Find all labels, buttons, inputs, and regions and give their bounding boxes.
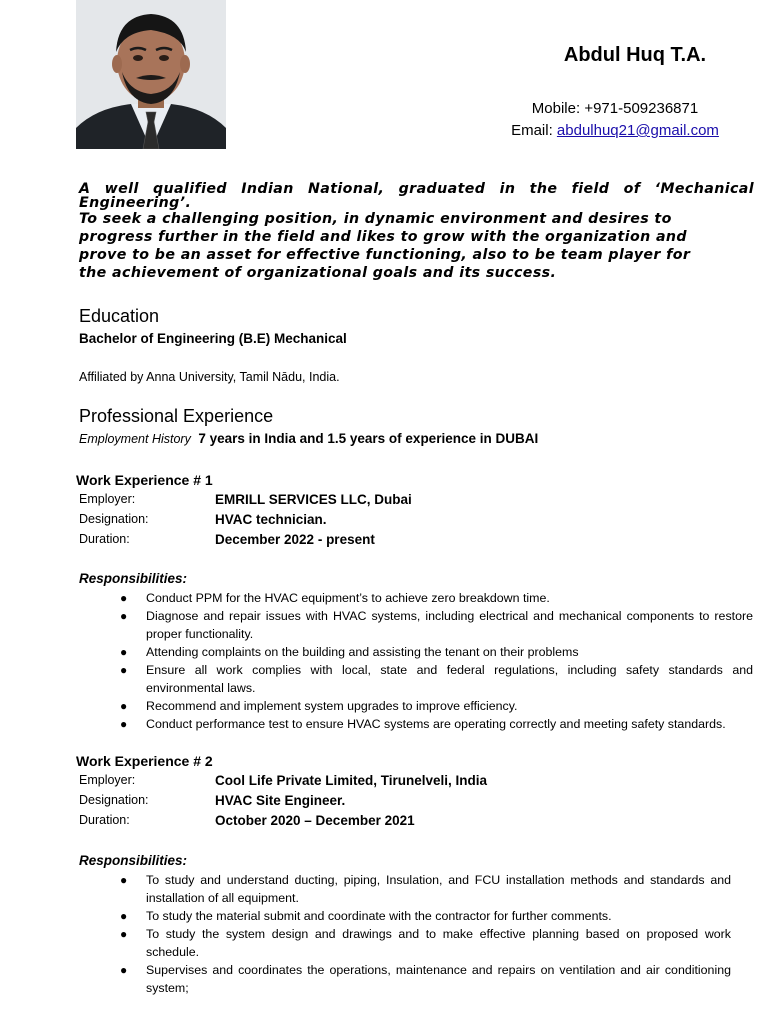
list-item: [120, 697, 753, 715]
work1-responsibilities-heading: Responsibilities:: [79, 571, 188, 586]
list-item-text: To study and understand ducting, piping, Insulation, and FCU installation methods and standards and installation of all equipment.: [146, 873, 731, 905]
bullet-icon: ●: [120, 591, 128, 605]
employer-label: Employer:: [79, 492, 136, 506]
bullet-icon: ●: [120, 873, 128, 887]
list-item: [120, 961, 731, 997]
bullet-icon: ●: [120, 717, 128, 731]
list-item: [120, 643, 753, 661]
employment-history: [79, 431, 538, 446]
list-item-text: To study the system design and drawings and to make effective planning based on proposed work schedule.: [146, 927, 731, 959]
profile-photo: [76, 0, 226, 149]
duration-value: December 2022 - present: [215, 532, 375, 547]
list-item-text: Diagnose and repair issues with HVAC systems, including electrical and mechanical components to restore proper functionality.: [146, 609, 753, 641]
designation-value: HVAC Site Engineer.: [215, 793, 346, 808]
list-item: [120, 715, 753, 733]
work2-responsibilities-heading: Responsibilities:: [79, 853, 188, 868]
work2-designation-row: [79, 793, 759, 813]
work1-responsibilities-list: [120, 589, 753, 733]
career-objective: [79, 182, 754, 282]
list-item-text: Conduct performance test to ensure HVAC systems are operating correctly and meeting safety standards.: [146, 717, 726, 731]
email-link[interactable]: abdulhuq21@gmail.com: [556, 122, 719, 139]
work-experience-2-heading: Work Experience # 2: [76, 753, 213, 769]
email-line: [470, 122, 760, 139]
work2-duration-row: [79, 813, 759, 833]
mobile-line: [470, 100, 760, 117]
list-item-text: Recommend and implement system upgrades to improve efficiency.: [146, 699, 518, 713]
employer-value: Cool Life Private Limited, Tirunelveli, India: [215, 773, 488, 788]
employment-history-value: 7 years in India and 1.5 years of experience in DUBAI: [198, 431, 539, 446]
duration-label: Duration:: [79, 532, 130, 546]
person-portrait-icon: [76, 0, 226, 149]
email-label: Email:: [511, 122, 557, 139]
list-item: [120, 607, 753, 643]
bullet-icon: ●: [120, 663, 128, 677]
list-item-text: Ensure all work complies with local, state and federal regulations, including safety standards and environmental laws.: [146, 663, 753, 695]
bullet-icon: ●: [120, 963, 128, 977]
bullet-icon: ●: [120, 699, 128, 713]
experience-heading: Professional Experience: [79, 406, 274, 426]
work2-responsibilities-list: [120, 871, 731, 997]
objective-line-2: To seek a challenging position, in dynamic environment and desires to: [79, 211, 672, 227]
list-item: [120, 589, 753, 607]
mobile-label: Mobile:: [531, 100, 585, 117]
work1-duration-row: [79, 532, 759, 552]
affiliation: Affiliated by Anna University, Tamil Nādu, India.: [79, 370, 340, 384]
list-item: [120, 925, 731, 961]
work-experience-1-heading: Work Experience # 1: [76, 472, 213, 488]
list-item-text: Attending complaints on the building and assisting the tenant on their problems: [146, 645, 579, 659]
work1-employer-row: [79, 492, 759, 512]
list-item-text: Conduct PPM for the HVAC equipment’s to achieve zero breakdown time.: [146, 591, 550, 605]
candidate-name: Abdul Huq T.A.: [563, 44, 707, 66]
mobile-number: +971-509236871: [584, 100, 699, 117]
duration-label: Duration:: [79, 813, 130, 827]
bullet-icon: ●: [120, 927, 128, 941]
duration-value: October 2020 – December 2021: [215, 813, 415, 828]
designation-label: Designation:: [79, 793, 149, 807]
work2-employer-row: [79, 773, 759, 793]
list-item: [120, 871, 731, 907]
objective-line-4: prove to be an asset for effective functioning, also to be team player for: [79, 247, 691, 263]
employer-value: EMRILL SERVICES LLC, Dubai: [215, 492, 412, 507]
bullet-icon: ●: [120, 909, 128, 923]
objective-line-1: A well qualified Indian National, graduated in the field of ‘Mechanical Engineering’.: [79, 181, 754, 211]
employment-history-label: Employment History: [79, 432, 191, 446]
list-item-text: To study the material submit and coordinate with the contractor for further comments.: [146, 909, 612, 923]
objective-line-5: the achievement of organizational goals and its success.: [79, 265, 557, 281]
list-item-text: Supervises and coordinates the operations, maintenance and repairs on ventilation and air conditioning system;: [146, 963, 731, 995]
bullet-icon: ●: [120, 609, 128, 623]
objective-line-3: progress further in the field and likes to grow with the organization and: [79, 229, 687, 245]
designation-label: Designation:: [79, 512, 149, 526]
list-item: [120, 661, 753, 697]
degree: Bachelor of Engineering (B.E) Mechanical: [79, 331, 347, 346]
employer-label: Employer:: [79, 773, 136, 787]
work1-designation-row: [79, 512, 759, 532]
bullet-icon: ●: [120, 645, 128, 659]
designation-value: HVAC technician.: [215, 512, 327, 527]
list-item: [120, 907, 731, 925]
education-heading: Education: [79, 306, 160, 326]
